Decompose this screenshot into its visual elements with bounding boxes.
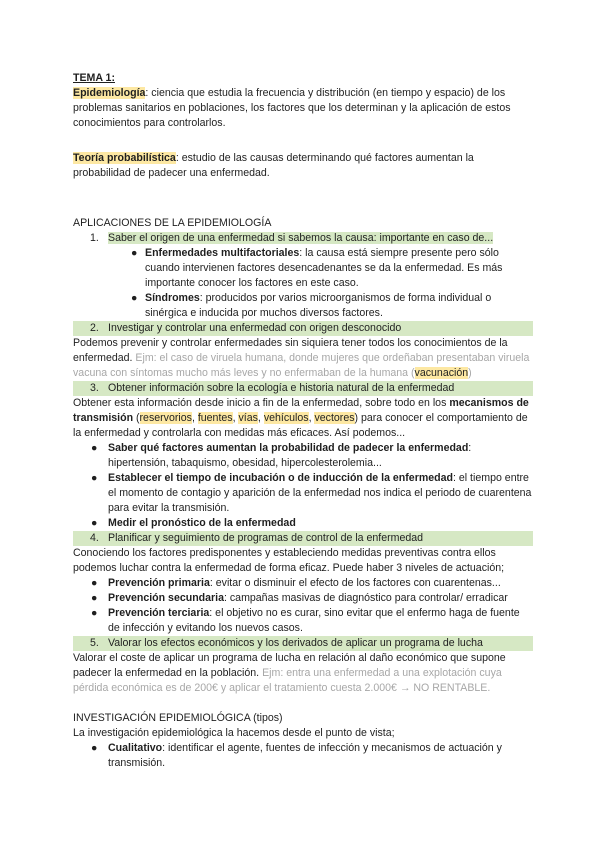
bullet-pronostico: ● Medir el pronóstico de la enfermedad <box>91 517 296 529</box>
bullet-sindromes: ● Síndromes: producidos por varios microorganismos de forma individual o sinérgica e inducida por muchos diversos factores. <box>131 292 492 319</box>
highlight-vectores: vectores <box>314 412 355 424</box>
topic-title: TEMA 1: <box>73 72 115 84</box>
list-item-1: 1. Saber el origen de una enfermedad si sabemos la causa: importante en caso de... <box>90 232 494 244</box>
paragraph-item-3: Obtener esta información desde inicio a fin de la enfermedad, sobre todo en los mecanismos de transmisión (reservorios, fuentes, vías, vehículos, vectores) para conocer el comportamiento de la enfermedad y controlarla con medidas más eficaces. Así podemos... <box>73 397 529 439</box>
highlight-reservorios: reservorios <box>139 412 192 424</box>
bullet-incubacion: ● Establecer el tiempo de incubación o de inducción de la enfermedad: el tiempo entre el momento de contagio y aparición de la enfermedad nos indica el periodo de cuarentena para evitar la transmisión. <box>91 472 532 514</box>
list-item-4: 4. Planificar y seguimiento de programas de control de la enfermedad <box>73 531 533 546</box>
document-page <box>73 71 533 771</box>
paragraph-item-2: Podemos prevenir y controlar enfermedades sin siquiera tener todos los conocimientos de la enfermedad. Ejm: el caso de viruela humana, donde mujeres que ordeñaban presentaban viruela vacuna con síntomas mucho más leves y no enfermaban de la humana (vacunación) <box>73 337 530 379</box>
term-teoria-probabilistica: Teoría probabilística <box>73 152 176 164</box>
list-item-2: 2. Investigar y controlar una enfermedad con origen desconocido <box>73 321 533 336</box>
definition-teoria-probabilistica: Teoría probabilística: estudio de las causas determinando qué factores aumentan la probabilidad de padecer una enfermedad. <box>73 152 474 179</box>
bullet-icon: ● <box>91 592 98 604</box>
bullet-factores: ● Saber qué factores aumentan la probabilidad de padecer la enfermedad: hipertensión, tabaquismo, obesidad, hipercolesterolemia... <box>91 442 472 469</box>
bullet-icon: ● <box>91 472 98 484</box>
highlight-fuentes: fuentes <box>197 412 233 424</box>
bullet-prevencion-terciaria: ● Prevención terciaria: el objetivo no es curar, sino evitar que el enfermo haga de fuente de infección y evitando los nuevos casos. <box>91 607 520 634</box>
bullet-icon: ● <box>91 577 98 589</box>
bullet-cualitativo: ● Cualitativo: identificar el agente, fuentes de infección y mecanismos de actuación y transmisión. <box>91 742 502 769</box>
list-item-5: 5. Valorar los efectos económicos y los derivados de aplicar un programa de lucha <box>73 636 533 651</box>
highlight-vacunacion: vacunación <box>414 367 469 379</box>
highlight-vehiculos: vehículos <box>263 412 309 424</box>
definition-epidemiologia: Epidemiología: ciencia que estudia la frecuencia y distribución (en tiempo y espacio) de los problemas sanitarios en poblaciones, los factores que los determinan y la aplicación de estos conocimientos para controlarlos. <box>73 87 511 129</box>
bullet-icon: ● <box>91 607 98 619</box>
bullet-icon: ● <box>131 292 138 304</box>
paragraph-investigacion-intro: La investigación epidemiológica la hacemos desde el punto de vista; <box>73 727 395 739</box>
term-epidemiologia: Epidemiología <box>73 87 146 99</box>
paragraph-item-5: Valorar el coste de aplicar un programa de lucha en relación al daño económico que supone padecer la enfermedad en la población. Ejm: entra una enfermedad a una explotación cuya pérdida económica es de 200€ y aplicar el tratamiento cuesta 2.000€ → NO RENTABLE. <box>73 652 506 694</box>
section-heading-investigacion: INVESTIGACIÓN EPIDEMIOLÓGICA (tipos) <box>73 712 283 724</box>
bullet-prevencion-primaria: ● Prevención primaria: evitar o disminuir el efecto de los factores con cuarentenas... <box>91 577 501 589</box>
paragraph-item-4: Conociendo los factores predisponentes y estableciendo medidas preventivas contra ellos podemos luchar contra la enfermedad de forma eficaz. Puede haber 3 niveles de actuación; <box>73 547 505 574</box>
bullet-icon: ● <box>91 742 98 754</box>
list-item-3: 3. Obtener información sobre la ecología e historia natural de la enfermedad <box>73 381 533 396</box>
bullet-prevencion-secundaria: ● Prevención secundaria: campañas masivas de diagnóstico para controlar/ erradicar <box>91 592 508 604</box>
section-heading-aplicaciones: APLICACIONES DE LA EPIDEMIOLOGÍA <box>73 217 272 229</box>
bullet-icon: ● <box>131 247 138 259</box>
highlight-vias: vías <box>238 412 258 424</box>
bullet-icon: ● <box>91 442 98 454</box>
bullet-multifactoriales: ● Enfermedades multifactoriales: la causa está siempre presente pero sólo cuando intervienen factores desencadenantes se da la enfermedad. Es más importante conocer los factores en este caso. <box>131 247 503 289</box>
bullet-icon: ● <box>91 517 98 529</box>
